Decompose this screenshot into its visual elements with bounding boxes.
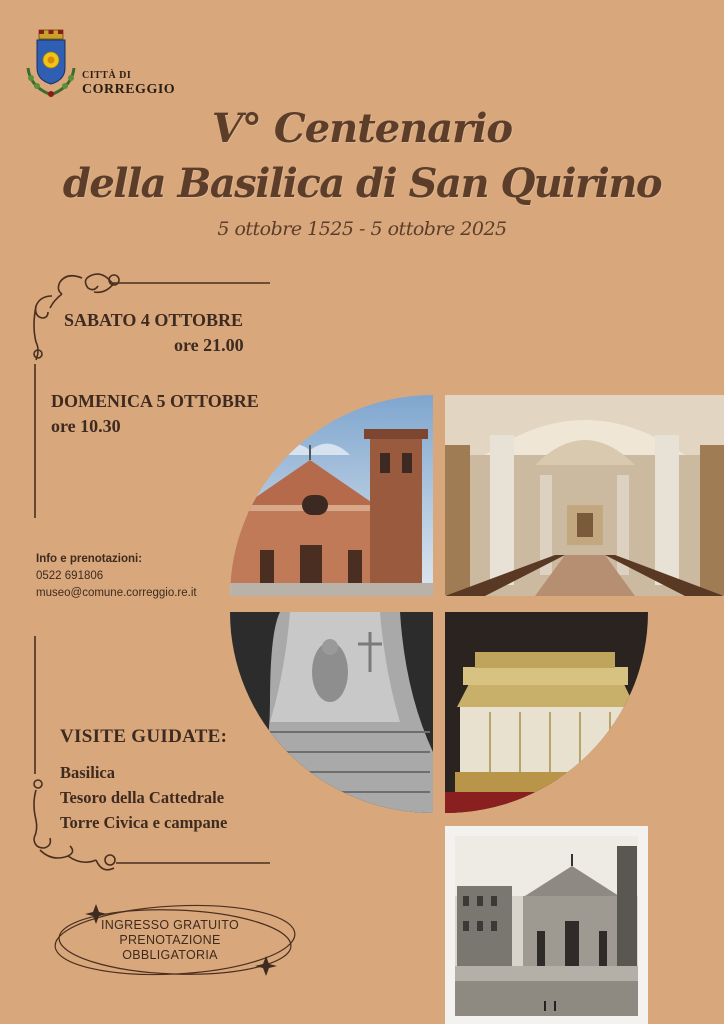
entry-line-booking: PRENOTAZIONE — [119, 933, 221, 947]
correggio-coat-of-arms-icon — [22, 28, 80, 100]
visit-item: Basilica — [60, 763, 116, 782]
event-1-day: SABATO 4 OTTOBRE — [64, 310, 244, 330]
info-phone[interactable]: 0522 691806 — [36, 570, 104, 582]
event-1-time: ore 21.00 — [174, 335, 244, 355]
city-name-label: CORREGGIO — [82, 82, 176, 97]
visits-list — [60, 760, 227, 835]
anniversary-dates: 5 ottobre 1525 - 5 ottobre 2025 — [217, 218, 507, 240]
info-block — [36, 551, 197, 602]
info-email[interactable]: museo@comune.correggio.re.it — [36, 587, 197, 599]
city-small-label: CITTÀ DI — [82, 70, 132, 81]
visit-item: Tesoro della Cattedrale — [60, 788, 225, 807]
city-label — [82, 71, 175, 97]
historic-basilica-photo — [445, 826, 648, 1024]
visits-title: VISITE GUIDATE: — [60, 726, 228, 747]
event-2-time: ore 10.30 — [51, 416, 121, 436]
reliquary-photo — [445, 612, 648, 813]
visit-item: Torre Civica e campane — [60, 813, 228, 832]
entry-line-free: INGRESSO GRATUITO — [101, 918, 239, 932]
event-2-day: DOMENICA 5 OTTOBRE — [51, 391, 259, 411]
info-title: Info e prenotazioni: — [36, 553, 143, 565]
basilica-interior-photo — [445, 395, 724, 596]
entry-text — [70, 918, 270, 963]
title-line-1: V° Centenario — [211, 105, 513, 152]
entry-line-mandatory: OBBLIGATORIA — [122, 948, 218, 962]
title-line-2: della Basilica di San Quirino — [62, 160, 662, 207]
ornament-bottom-corner-icon — [22, 634, 272, 878]
